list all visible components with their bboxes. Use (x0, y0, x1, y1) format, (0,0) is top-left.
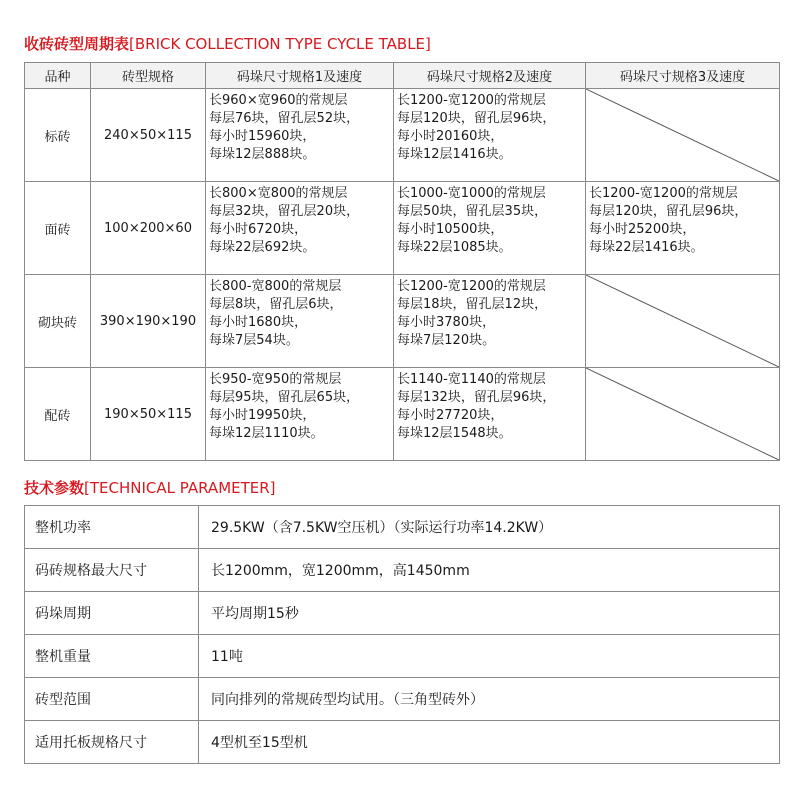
spec-1-cell (206, 89, 394, 182)
variety-cell: 砌块砖 (25, 275, 91, 368)
spec-line: 每层18块，留孔层12块， (397, 297, 548, 312)
spec-line: 长1000-宽1000的常规层 (397, 186, 546, 201)
diagonal-strike (586, 275, 779, 367)
table-row (25, 368, 780, 461)
spec-2-cell (394, 89, 586, 182)
param-value: 平均周期15秒 (199, 592, 780, 635)
spec-line: 每小时27720块， (397, 408, 504, 423)
spec-line: 每小时15960块， (209, 129, 316, 144)
table-row (25, 89, 780, 182)
spec-line: 每小时1680块， (209, 315, 308, 330)
spec-line: 每小时10500块， (397, 222, 504, 237)
param-row (25, 506, 780, 549)
empty-spec-cell (586, 89, 780, 182)
spec-line: 每层120块，留孔层96块， (397, 111, 556, 126)
spec-2-cell (394, 275, 586, 368)
spec-1-cell (206, 368, 394, 461)
spec-line: 每小时3780块， (397, 315, 496, 330)
brick-size-cell: 240×50×115 (91, 89, 206, 182)
spec-line: 每层76块，留孔层52块， (209, 111, 360, 126)
spec-line: 每层95块，留孔层65块， (209, 390, 360, 405)
param-row (25, 678, 780, 721)
brick-cycle-table (24, 62, 780, 461)
spec-line: 长1140-宽1140的常规层 (397, 372, 546, 387)
param-row (25, 721, 780, 764)
spec-1-cell (206, 275, 394, 368)
param-label: 整机功率 (25, 506, 199, 549)
spec-2-cell (394, 368, 586, 461)
spec-line: 每垛12层888块。 (209, 147, 316, 162)
header-brick-size: 砖型规格 (91, 63, 206, 89)
brick-size-cell: 100×200×60 (91, 182, 206, 275)
spec-line: 长800-宽800的常规层 (209, 279, 342, 294)
spec-line: 每层132块，留孔层96块， (397, 390, 556, 405)
spec-line: 每小时19950块， (209, 408, 316, 423)
parameter-heading (24, 478, 276, 498)
spec-line: 每垛7层120块。 (397, 333, 496, 348)
param-row (25, 549, 780, 592)
table-row (25, 275, 780, 368)
header-spec-2: 码垛尺寸规格2及速度 (394, 63, 586, 89)
spec-line: 长1200-宽1200的常规层 (589, 186, 738, 201)
spec-line: 每垛22层1416块。 (589, 240, 704, 255)
spec-line: 长800×宽800的常规层 (209, 186, 348, 201)
param-row (25, 592, 780, 635)
diagonal-strike (586, 89, 779, 181)
variety-cell: 配砖 (25, 368, 91, 461)
param-label: 适用托板规格尺寸 (25, 721, 199, 764)
spec-line: 每小时25200块， (589, 222, 696, 237)
param-value: 同向排列的常规砖型均试用。（三角型砖外） (199, 678, 780, 721)
spec-line: 每垛22层1085块。 (397, 240, 512, 255)
param-value: 4型机至15型机 (199, 721, 780, 764)
param-label: 码垛周期 (25, 592, 199, 635)
param-label: 整机重量 (25, 635, 199, 678)
param-label: 砖型范围 (25, 678, 199, 721)
param-heading-cn: 技术参数 (24, 479, 85, 497)
spec-line: 每垛12层1416块。 (397, 147, 512, 162)
spec-2-cell (394, 182, 586, 275)
spec-line: 每垛12层1110块。 (209, 426, 324, 441)
spec-line: 长1200-宽1200的常规层 (397, 279, 546, 294)
spec-line: 长1200-宽1200的常规层 (397, 93, 546, 108)
spec-line: 长950-宽950的常规层 (209, 372, 342, 387)
table-row (25, 182, 780, 275)
spec-line: 每层120块，留孔层96块， (589, 204, 748, 219)
spec-line: 每垛7层54块。 (209, 333, 299, 348)
header-variety: 品种 (25, 63, 91, 89)
spec-line: 每小时20160块， (397, 129, 504, 144)
brick-size-cell: 190×50×115 (91, 368, 206, 461)
param-value: 29.5KW（含7.5KW空压机）（实际运行功率14.2KW） (199, 506, 780, 549)
brick-size-cell: 390×190×190 (91, 275, 206, 368)
diagonal-strike (586, 368, 779, 460)
cycle-heading-cn: 收砖砖型周期表 (24, 35, 130, 53)
param-value: 长1200mm，宽1200mm，高1450mm (199, 549, 780, 592)
variety-cell: 面砖 (25, 182, 91, 275)
technical-parameter-table (24, 505, 780, 764)
cycle-table-heading (24, 34, 431, 54)
param-heading-en: [TECHNICAL PARAMETER] (84, 479, 276, 497)
spec-line: 每层8块，留孔层6块， (209, 297, 343, 312)
spec-1-cell (206, 182, 394, 275)
header-spec-1: 码垛尺寸规格1及速度 (206, 63, 394, 89)
spec-line: 长960×宽960的常规层 (209, 93, 348, 108)
cycle-heading-en: [BRICK COLLECTION TYPE CYCLE TABLE] (129, 35, 431, 53)
spec-line: 每小时6720块， (209, 222, 308, 237)
table-header-row (25, 63, 780, 89)
spec-line: 每垛22层692块。 (209, 240, 316, 255)
spec-line: 每层32块，留孔层20块， (209, 204, 360, 219)
spec-line: 每垛12层1548块。 (397, 426, 512, 441)
spec-line: 每层50块，留孔层35块， (397, 204, 548, 219)
header-spec-3: 码垛尺寸规格3及速度 (586, 63, 780, 89)
param-row (25, 635, 780, 678)
empty-spec-cell (586, 275, 780, 368)
spec-3-cell (586, 182, 780, 275)
empty-spec-cell (586, 368, 780, 461)
variety-cell: 标砖 (25, 89, 91, 182)
param-value: 11吨 (199, 635, 780, 678)
param-label: 码砖规格最大尺寸 (25, 549, 199, 592)
